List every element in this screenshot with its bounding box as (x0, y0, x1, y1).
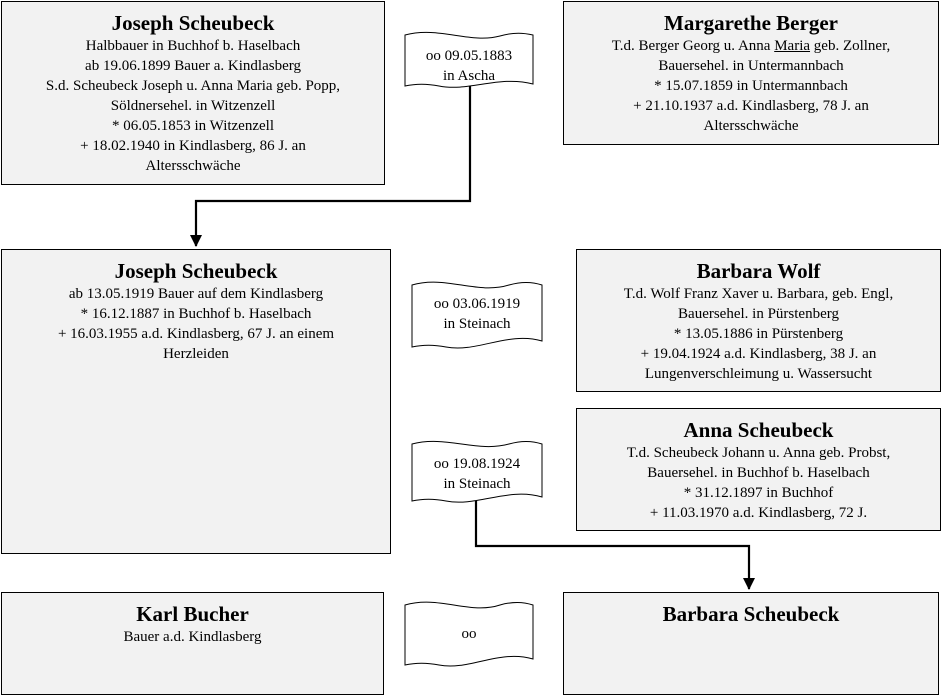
person-box-joseph-scheubeck-sen (1, 1, 385, 185)
person-line: T.d. Scheubeck Johann u. Anna geb. Probst, (626, 445, 891, 461)
person-name: Barbara Wolf (696, 259, 821, 283)
marriage-flag-bucher (404, 624, 534, 644)
person-line-parents (564, 36, 938, 56)
person-line: Bauersehel. in Pürstenberg (678, 306, 839, 322)
marriage-date: oo 09.05.1883 (425, 48, 513, 64)
marriage-date: oo 03.06.1919 (433, 296, 521, 312)
person-line: ab 19.06.1899 Bauer a. Kindlasberg (85, 58, 301, 74)
person-name: Anna Scheubeck (683, 418, 834, 442)
person-line: + 21.10.1937 a.d. Kindlasberg, 78 J. an (633, 98, 869, 114)
person-name: Margarethe Berger (664, 11, 838, 35)
marriage-place: in Ascha (442, 68, 496, 84)
person-line-part: T.d. Berger Georg u. Anna (611, 38, 775, 54)
person-line: Altersschwäche (145, 158, 241, 174)
person-line: + 11.03.1970 a.d. Kindlasberg, 72 J. (649, 505, 868, 521)
marriage-place: in Steinach (443, 316, 511, 332)
underlined-name: Maria (774, 38, 811, 54)
person-line: Bauersehel. in Buchhof b. Haselbach (647, 465, 870, 481)
marriage-flag-1919 (411, 294, 543, 334)
person-line: S.d. Scheubeck Joseph u. Anna Maria geb. Popp, (45, 78, 341, 94)
person-name: Karl Bucher (136, 602, 249, 626)
marriage-date: oo 19.08.1924 (433, 456, 521, 472)
person-line: * 13.05.1886 in Pürstenberg (673, 326, 844, 342)
person-box-margarethe-berger (563, 1, 939, 145)
person-line: * 31.12.1897 in Buchhof (683, 485, 834, 501)
person-line: Bauersehel. in Untermannbach (658, 58, 844, 74)
person-line: Bauer a.d. Kindlasberg (123, 629, 262, 645)
descent-arrowhead-1924 (743, 578, 755, 590)
person-line: + 18.02.1940 in Kindlasberg, 86 J. an (80, 138, 306, 154)
marriage-date: oo (461, 626, 477, 642)
person-line: + 19.04.1924 a.d. Kindlasberg, 38 J. an (640, 346, 877, 362)
person-line: Altersschwäche (703, 118, 799, 134)
person-line: Lungenverschleimung u. Wassersucht (644, 366, 873, 382)
person-box-joseph-scheubeck-jun (1, 249, 391, 554)
marriage-flag-1924 (411, 454, 543, 494)
person-box-karl-bucher (1, 592, 384, 695)
marriage-place: in Steinach (443, 476, 511, 492)
person-line: * 15.07.1859 in Untermannbach (654, 78, 848, 94)
person-box-barbara-wolf (576, 249, 941, 392)
person-line: + 16.03.1955 a.d. Kindlasberg, 67 J. an einem (57, 326, 335, 342)
person-name: Joseph Scheubeck (111, 11, 275, 35)
person-box-barbara-scheubeck (563, 592, 939, 695)
descent-arrowhead-1883 (190, 235, 202, 247)
person-line: Söldnersehel. in Witzenzell (110, 98, 276, 114)
person-line: * 06.05.1853 in Witzenzell (111, 118, 274, 134)
person-line: Herzleiden (163, 346, 229, 362)
person-box-anna-scheubeck (576, 408, 941, 531)
person-line: T.d. Wolf Franz Xaver u. Barbara, geb. Engl, (623, 286, 894, 302)
marriage-flag-1883 (404, 46, 534, 86)
person-line: * 16.12.1887 in Buchhof b. Haselbach (80, 306, 312, 322)
person-name: Barbara Scheubeck (662, 602, 840, 626)
person-line-part: geb. Zollner, (810, 38, 891, 54)
person-line: ab 13.05.1919 Bauer auf dem Kindlasberg (68, 286, 324, 302)
person-name: Joseph Scheubeck (114, 259, 278, 283)
person-line: Halbbauer in Buchhof b. Haselbach (85, 38, 301, 54)
